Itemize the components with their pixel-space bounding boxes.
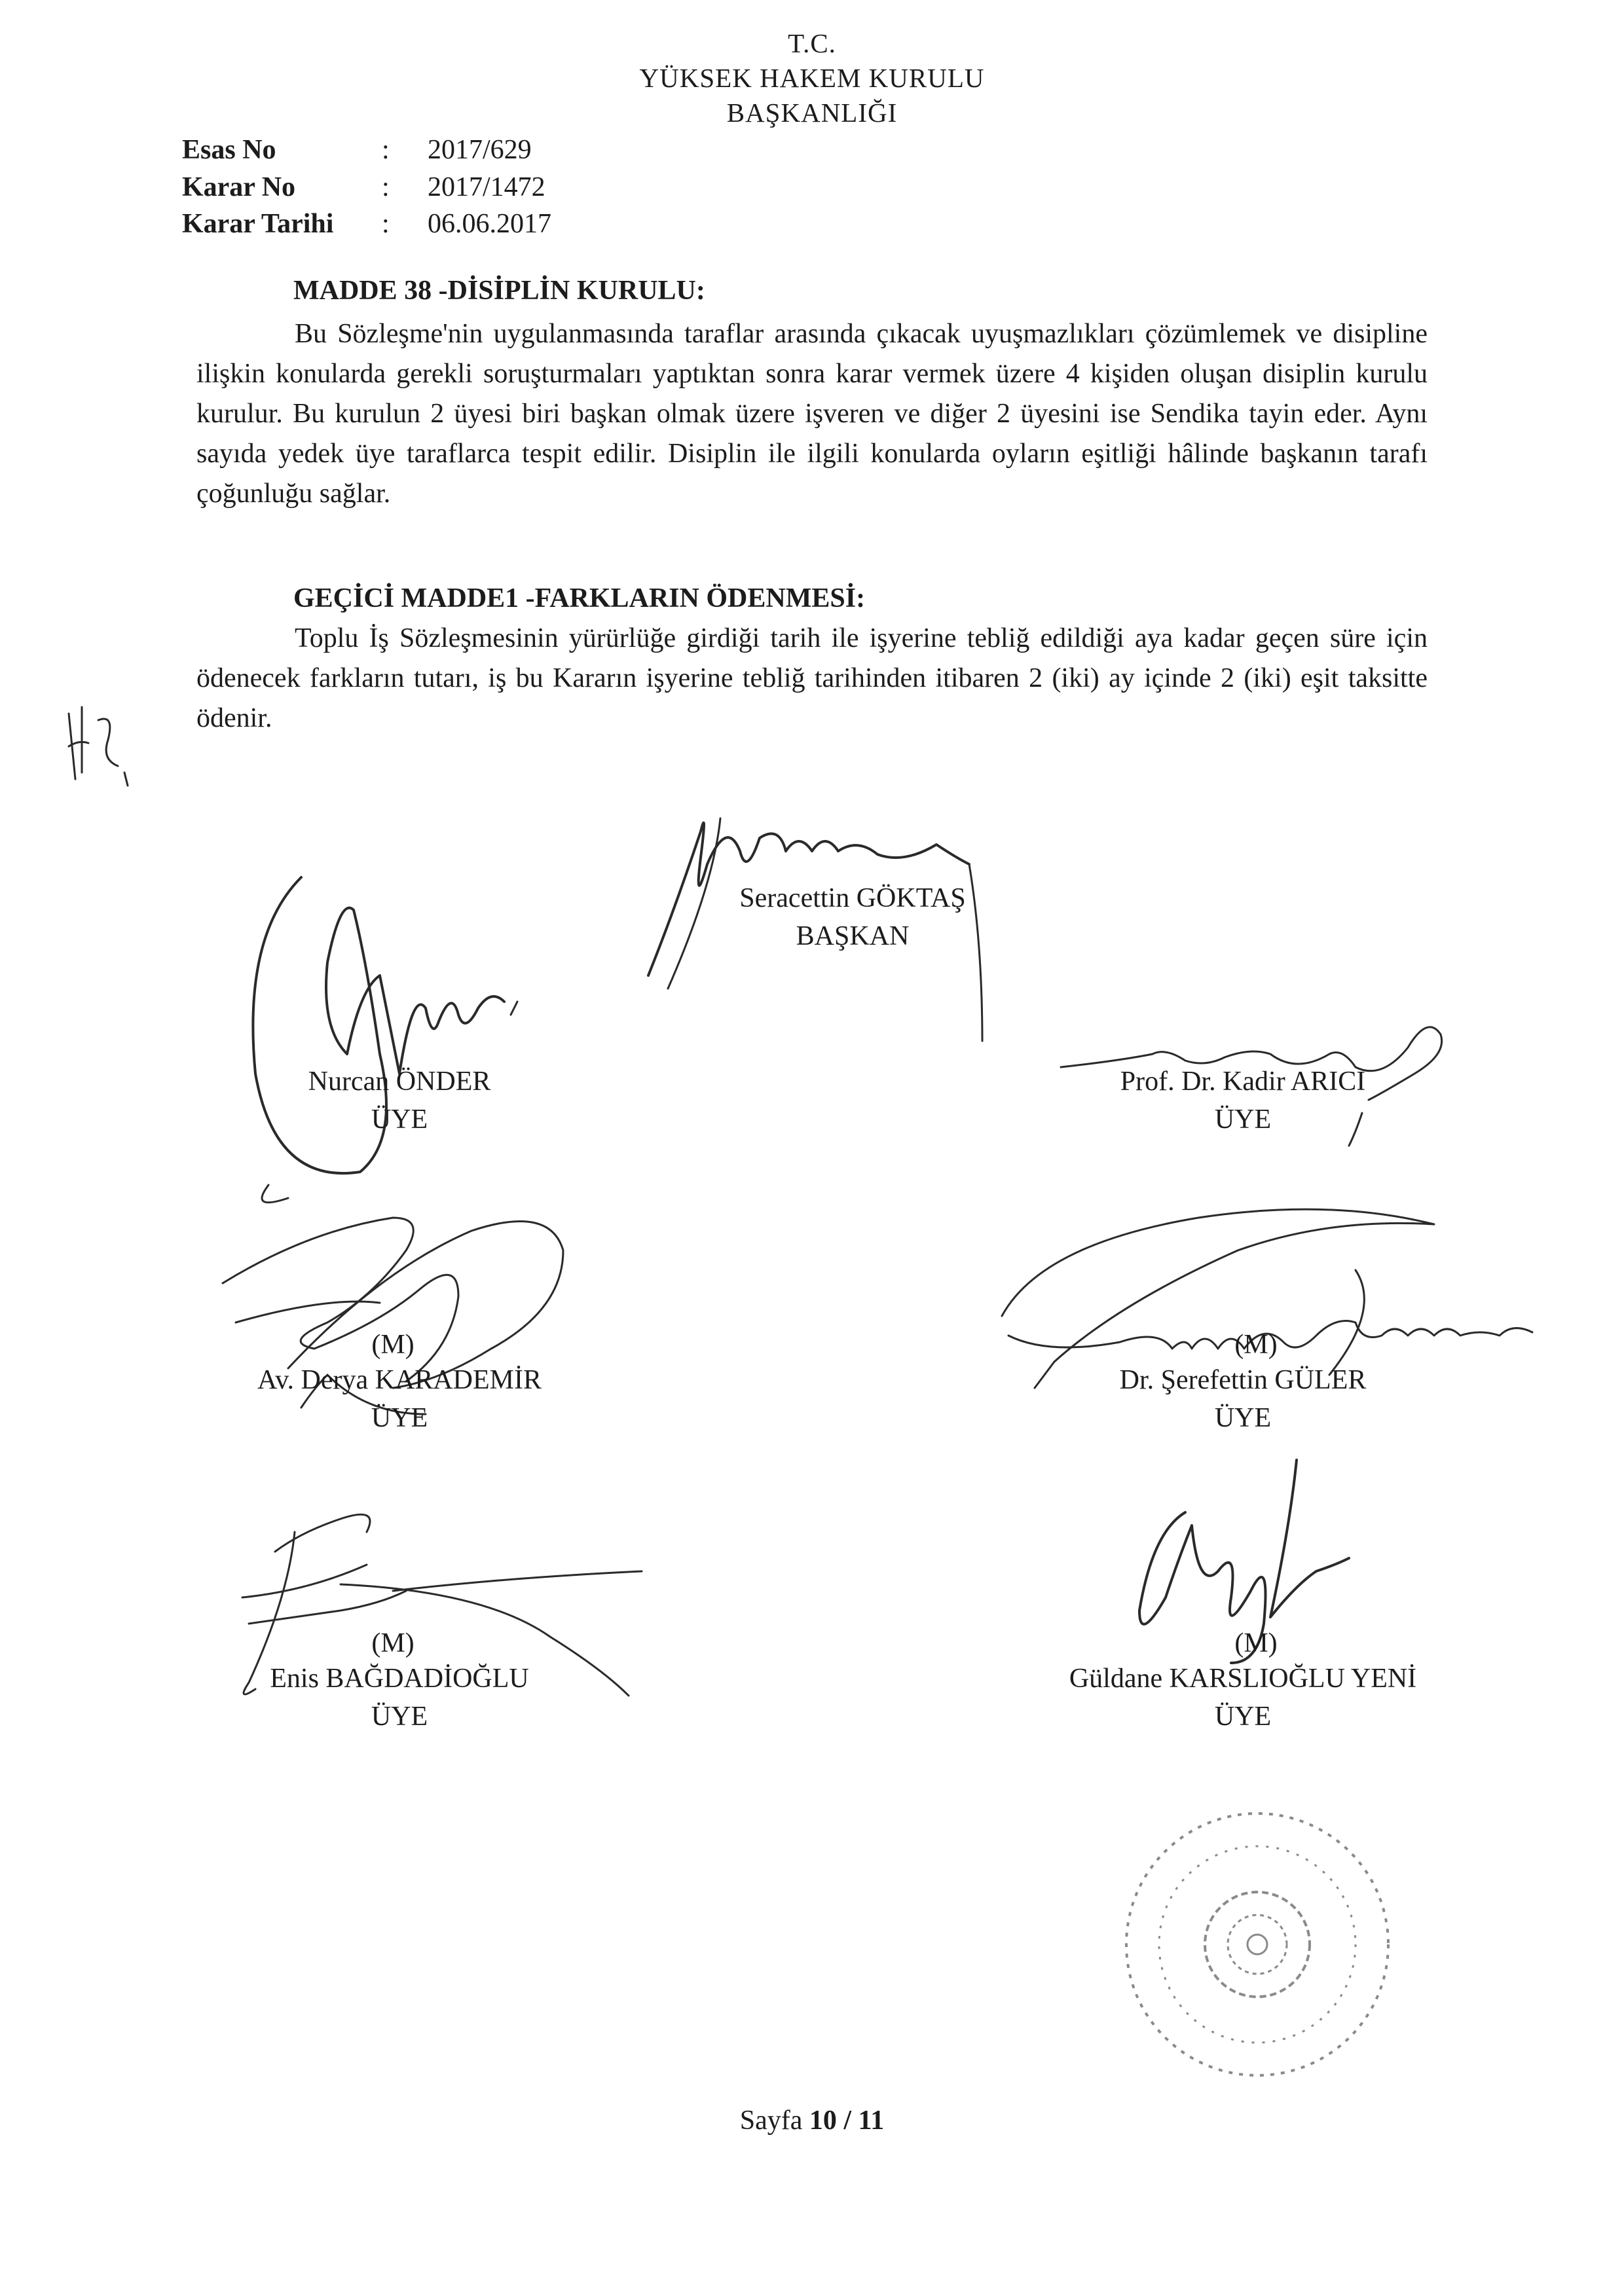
page-footer (0, 2105, 1624, 2136)
signatory-name-enis-bagdadioglu: Enis BAĞDADİOĞLU (270, 1664, 529, 1694)
header-presidency: BAŞKANLIĞI (726, 98, 898, 128)
signature-president (629, 779, 995, 1054)
signatory-role-president: BAŞKAN (796, 921, 910, 951)
meta-sep: : (382, 172, 390, 202)
margin-initials-handwriting (62, 701, 141, 792)
header-tc: T.C. (788, 28, 836, 58)
section-title-madde-38: MADDE 38 -DİSİPLİN KURULU: (293, 276, 705, 306)
section-title-gecici-madde-1: GEÇİCİ MADDE1 -FARKLARIN ÖDENMESİ: (293, 583, 866, 613)
signatory-name-derya-karademir: Av. Derya KARADEMİR (257, 1365, 542, 1395)
signatory-role-derya-karademir: ÜYE (371, 1403, 428, 1433)
signature-nurcan-onder (229, 858, 570, 1224)
signatory-mark-enis-bagdadioglu: (M) (371, 1628, 415, 1658)
signatory-name-kadir-arici: Prof. Dr. Kadir ARICI (1120, 1066, 1366, 1097)
meta-value: 2017/629 (428, 135, 532, 165)
signatory-mark-guldane-karslioglu-yeni: (M) (1234, 1628, 1278, 1658)
header-institution: YÜKSEK HAKEM KURULU (639, 63, 985, 93)
meta-value: 2017/1472 (428, 172, 545, 202)
signatory-role-serefettin-guler: ÜYE (1214, 1403, 1272, 1433)
signatory-role-kadir-arici: ÜYE (1214, 1104, 1272, 1135)
meta-key: Karar No (182, 172, 296, 202)
meta-sep: : (382, 209, 390, 239)
signatory-role-nurcan-onder: ÜYE (371, 1104, 428, 1135)
signatory-mark-derya-karademir: (M) (371, 1330, 415, 1360)
signatory-role-guldane-karslioglu-yeni: ÜYE (1214, 1702, 1272, 1732)
footer-page-number: 10 / 11 (809, 2105, 885, 2136)
signatory-role-enis-bagdadioglu: ÜYE (371, 1702, 428, 1732)
section-body-gecici-madde-1: Toplu İş Sözleşmesinin yürürlüğe girdiği tarih ile işyerine tebliğ edildiği aya kadar geçen süre için ödenecek farkların tutarı, iş bu Kararın işyerine tebliğ tarihinden itibaren 2 (iki) ay içinde 2 (iki) eşit taksitte ödenir. (196, 623, 1428, 733)
signatory-name-nurcan-onder: Nurcan ÖNDER (308, 1066, 491, 1097)
signatory-mark-serefettin-guler: (M) (1234, 1330, 1278, 1360)
official-seal-stamp (1107, 1794, 1408, 2095)
signatory-name-serefettin-guler: Dr. Şerefettin GÜLER (1119, 1365, 1367, 1395)
meta-key: Esas No (182, 135, 276, 165)
section-body-madde-38: Bu Sözleşme'nin uygulanmasında taraflar arasında çıkacak uyuşmazlıkları çözümlemek ve disipline ilişkin konularda gerekli soruşturmaları yaptıktan sonra karar vermek üzere 4 kişiden oluşan disiplin kurulu kurulur. Bu kurulun 2 üyesi biri başkan olmak üzere işveren ve diğer 2 üyesini ise Sendika tayin eder. Aynı sayıda yedek üye taraflarca tespit edilir. Disiplin ile ilgili konularda oyların eşitliği hâlinde başkanın tarafı çoğunluğu sağlar. (196, 319, 1428, 509)
signatory-name-president: Seracettin GÖKTAŞ (739, 883, 966, 913)
meta-key: Karar Tarihi (182, 209, 334, 239)
signatory-name-guldane-karslioglu-yeni: Güldane KARSLIOĞLU YENİ (1069, 1664, 1417, 1694)
meta-sep: : (382, 135, 390, 165)
meta-value: 06.06.2017 (428, 209, 551, 239)
footer-label: Sayfa (739, 2105, 803, 2136)
